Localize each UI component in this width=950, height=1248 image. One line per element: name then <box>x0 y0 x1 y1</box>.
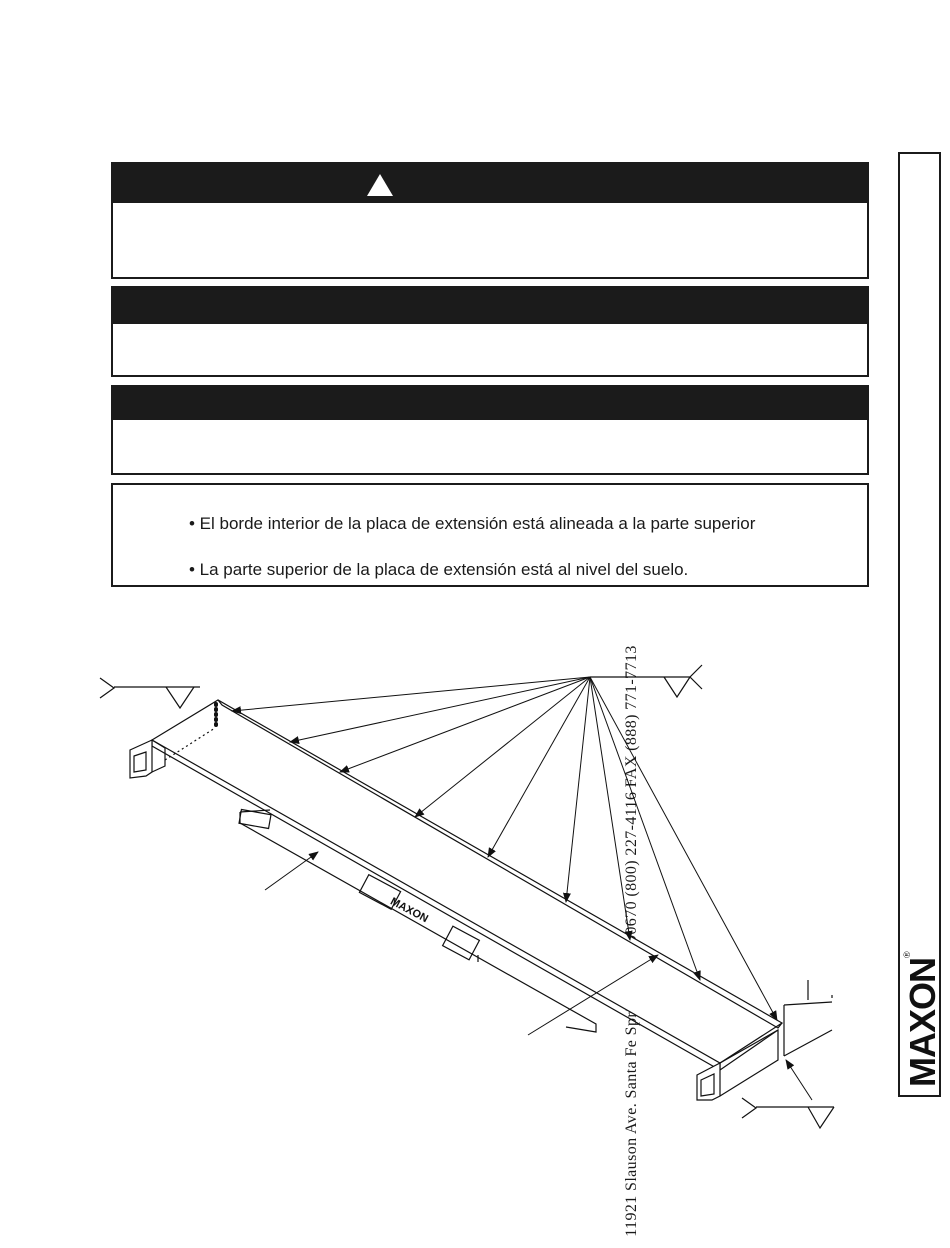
caution-header-bar <box>113 387 867 420</box>
level-symbol-bottom-right <box>742 1098 834 1128</box>
plate-front-edge <box>152 740 720 1069</box>
extension-plate-drawing <box>0 600 870 1160</box>
warning-triangle-icon <box>367 174 393 196</box>
logo-text: MAXON <box>902 958 943 1087</box>
level-symbol-left <box>100 678 200 708</box>
note-box <box>111 483 869 587</box>
warning-header-bar <box>113 288 867 324</box>
level-symbol-right <box>590 665 702 697</box>
note-bullet-2: • La parte superior de la placa de extensión está al nivel del suelo. <box>189 560 689 579</box>
plate-logo-text: MAXON <box>388 895 431 926</box>
warning-box <box>111 286 869 377</box>
plate-top <box>152 700 782 1063</box>
maxon-logo <box>902 952 944 1087</box>
right-bracket <box>697 1063 720 1100</box>
note-bullet-1: • El borde interior de la placa de extensión está alineada a la parte superior <box>189 514 756 533</box>
registered-mark: ® <box>902 952 912 958</box>
left-bracket <box>130 740 152 778</box>
caution-box <box>111 385 869 475</box>
dock-wall <box>784 980 832 1056</box>
danger-box <box>111 162 869 279</box>
danger-header-bar <box>113 164 867 203</box>
